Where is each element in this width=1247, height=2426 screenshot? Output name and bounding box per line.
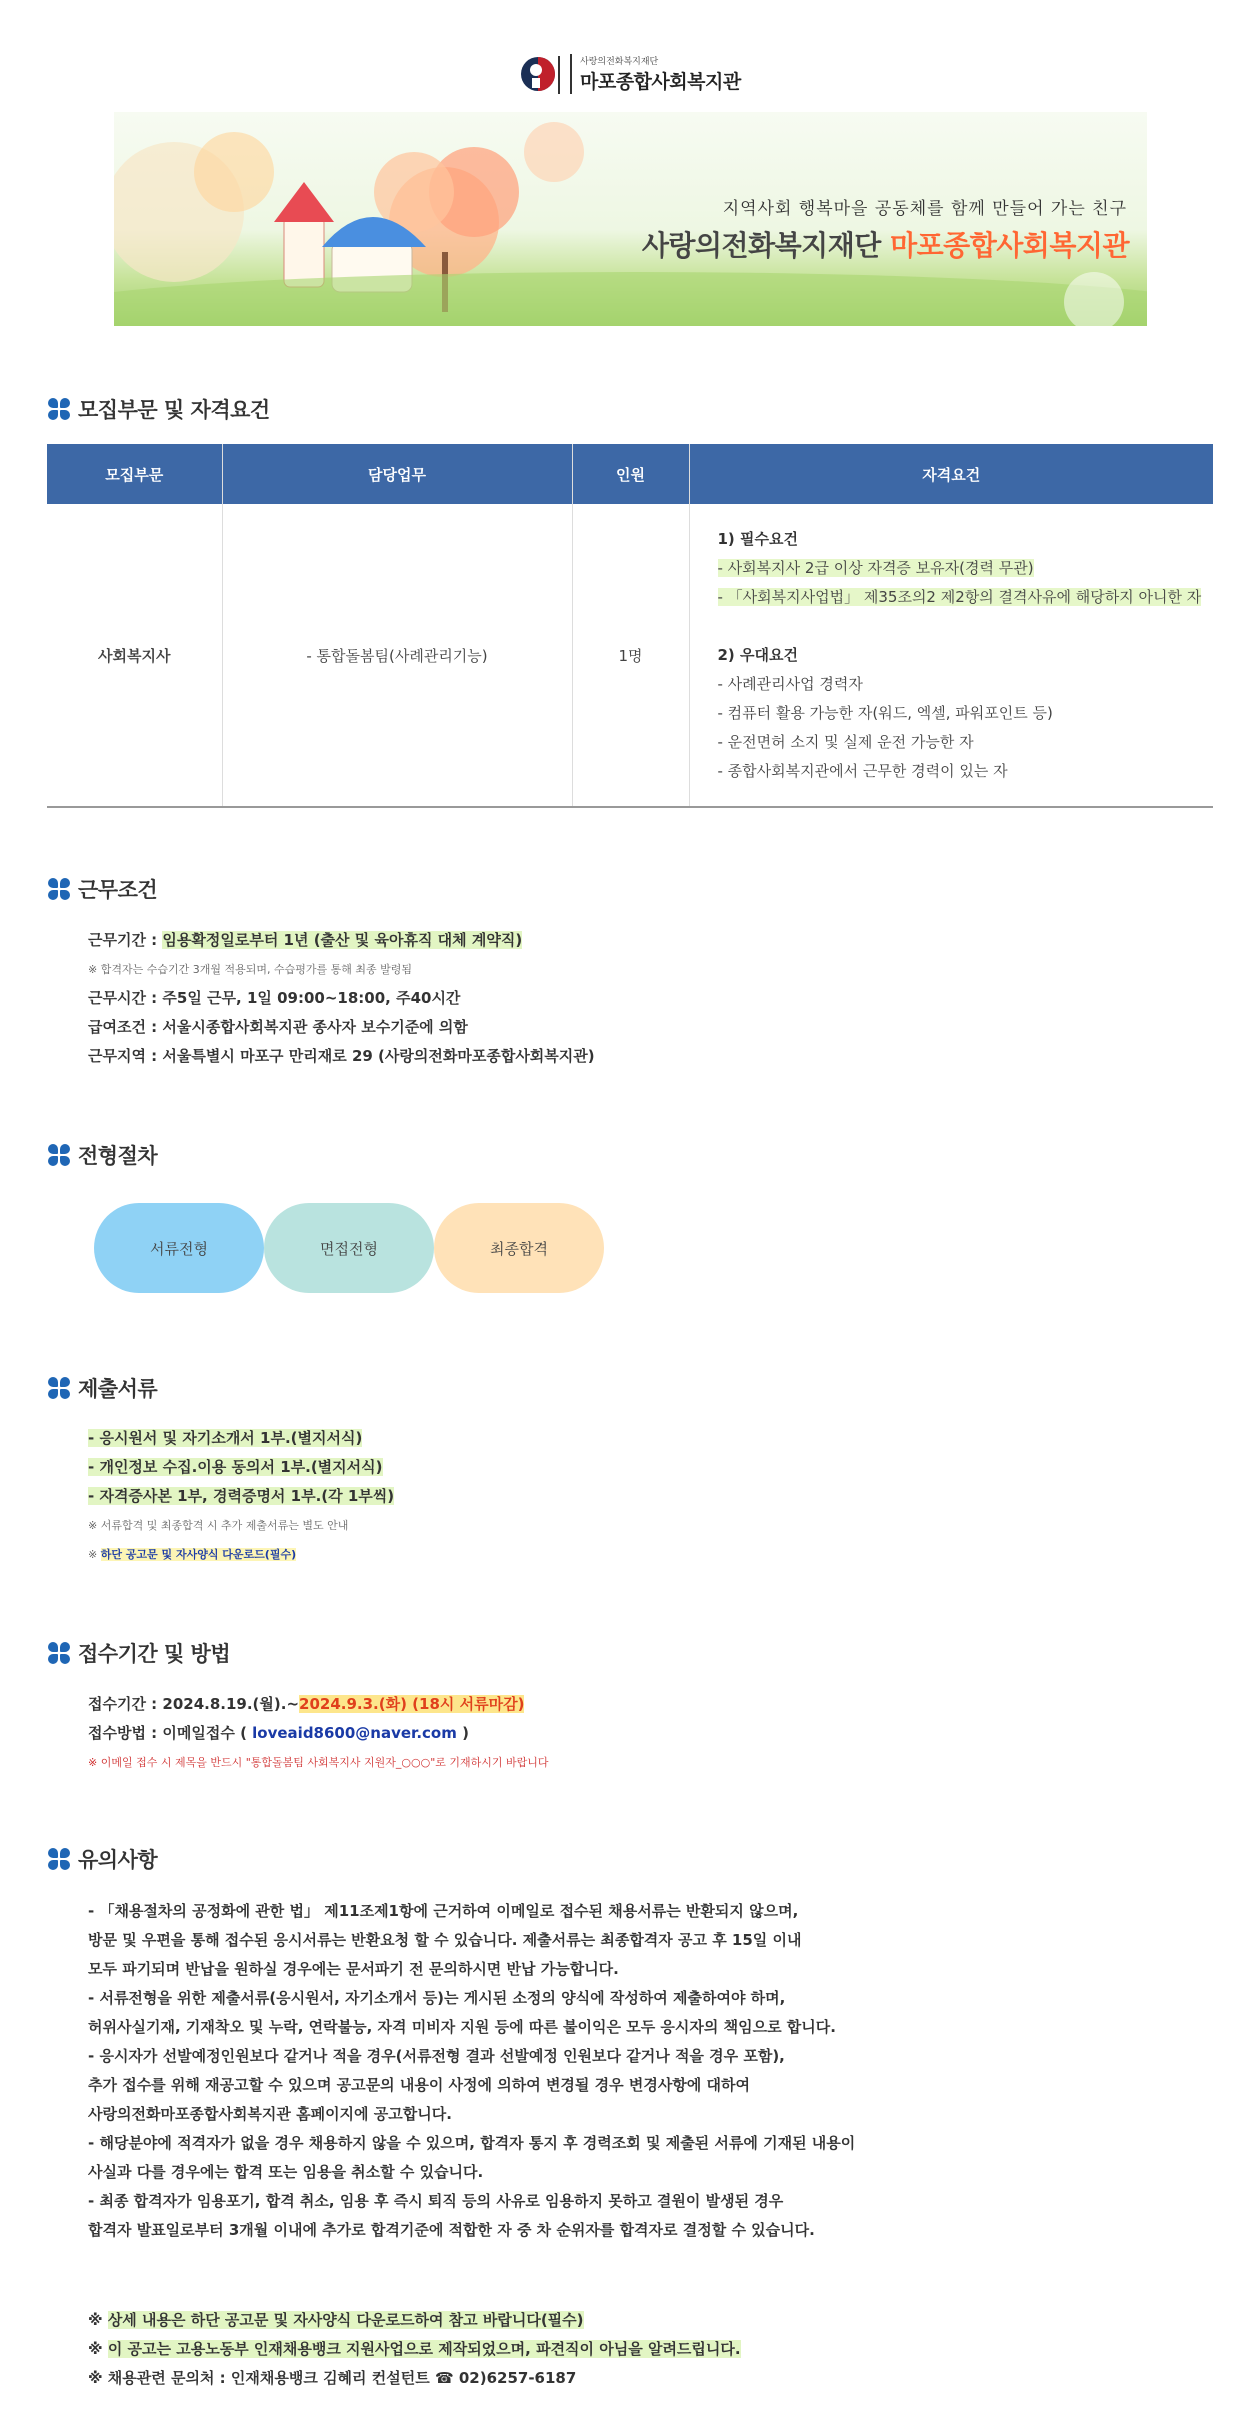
step-final: 최종합격 (434, 1203, 604, 1293)
section-title-conditions (48, 874, 157, 904)
logo-title: 마포종합사회복지관 (580, 71, 741, 93)
preferred-item: - 사례관리사업 경력자 (717, 674, 863, 693)
field-value: 사회복지사 (98, 646, 171, 665)
section-title-text: 접수기간 및 방법 (78, 1642, 231, 1666)
cell-count: 1명 (572, 504, 689, 807)
preferred-item: - 운전면허 소지 및 실제 운전 가능한 자 (717, 732, 974, 751)
note-line: 허위사실기재, 기재착오 및 누락, 연락불능, 자격 미비자 지원 등에 따른 불이익은 모두 응시자의 책임으로 합니다. (88, 2018, 836, 2036)
section-title-recruit (48, 394, 270, 424)
apply-method: 접수방법 : 이메일접수 ( loveaid8600@naver.com ) (88, 1724, 469, 1742)
table-header-row (47, 444, 1213, 504)
banner-subtitle: 지역사회 행복마을 공동체를 함께 만들어 가는 친구 (722, 199, 1127, 219)
documents-block (88, 1424, 394, 1569)
work-location: 근무지역 : 서울특별시 마포구 만리재로 29 (사랑의전화마포종합사회복지관) (88, 1047, 595, 1065)
cell-duty: - 통합돌봄팀(사례관리기능) (222, 504, 572, 807)
header-qualifications: 자격요건 (689, 444, 1213, 504)
footer-contact: ※ 채용관련 문의처 : 인재채용뱅크 김혜리 컨설턴트 ☎ 02)6257-6187 (88, 2369, 577, 2387)
note-line: - 「채용절차의 공정화에 관한 법」 제11조제1항에 근거하여 이메일로 접수된 채용서류는 반환되지 않으며, (88, 1902, 799, 1920)
section-title-process (48, 1140, 157, 1170)
note-line: - 해당분야에 적격자가 없을 경우 채용하지 않을 수 있으며, 합격자 통지 후 경력조회 및 제출된 서류에 기재된 내용이 (88, 2134, 856, 2152)
apply-block (88, 1690, 549, 1777)
section-title-text: 전형절차 (78, 1144, 158, 1168)
required-item: - 「사회복지사업법」 제35조의2 제2항의 결격사유에 해당하지 아니한 자 (717, 587, 1202, 606)
step-interview: 면접전형 (264, 1203, 434, 1293)
note-line: 사실과 다를 경우에는 합격 또는 임용을 취소할 수 있습니다. (88, 2163, 484, 2181)
cell-field (47, 504, 222, 807)
requirements-table (47, 444, 1213, 808)
cell-qualifications (689, 504, 1213, 807)
notes-block (88, 1897, 855, 2245)
section-title-text: 근무조건 (78, 878, 158, 902)
documents-note: ※ 서류합격 및 최종합격 시 추가 제출서류는 별도 안내 (88, 1519, 349, 1532)
clover-icon (48, 1144, 70, 1166)
section-title-text: 제출서류 (78, 1377, 158, 1401)
section-title-text: 모집부문 및 자격요건 (78, 398, 270, 422)
banner-title-left: 사랑의전화복지재단 (641, 229, 881, 262)
download-note: ※ 하단 공고문 및 자사양식 다운로드(필수) (88, 1548, 297, 1561)
logo-mark-icon (520, 48, 562, 100)
process-steps (94, 1203, 604, 1293)
preferred-item: - 종합사회복지관에서 근무한 경력이 있는 자 (717, 761, 1008, 780)
apply-deadline: 2024.9.3.(화) (18시 서류마감) (299, 1695, 525, 1713)
email-link[interactable]: loveaid8600@naver.com (252, 1724, 457, 1742)
work-period: 근무기간 : 임용확정일로부터 1년 (출산 및 육아휴직 대체 계약직) (88, 931, 523, 949)
required-item: - 사회복지사 2급 이상 자격증 보유자(경력 무관) (717, 558, 1034, 577)
pay-condition: 급여조건 : 서울시종합사회복지관 종사자 보수기준에 의함 (88, 1018, 468, 1036)
header-count: 인원 (572, 444, 689, 504)
note-line: - 최종 합격자가 임용포기, 합격 취소, 임용 후 즉시 퇴직 등의 사유로 임용하지 못하고 결원이 발생된 경우 (88, 2192, 784, 2210)
note-line: - 응시자가 선발예정인원보다 같거나 적을 경우(서류전형 결과 선발예정 인원보다 같거나 적을 경우 포함), (88, 2047, 785, 2065)
step-document: 서류전형 (94, 1203, 264, 1293)
table-row (47, 504, 1213, 807)
note-line: 추가 접수를 위해 재공고할 수 있으며 공고문의 내용이 사정에 의하여 변경될 경우 변경사항에 대하여 (88, 2076, 750, 2094)
document-item: - 자격증사본 1부, 경력증명서 1부.(각 1부씩) (88, 1487, 395, 1505)
clover-icon (48, 398, 70, 420)
logo-org: 사랑의전화복지재단 (580, 57, 659, 67)
note-line: - 서류전형을 위한 제출서류(응시원서, 자기소개서 등)는 게시된 소정의 양식에 작성하여 제출하여야 하며, (88, 1989, 786, 2007)
document-item: - 개인정보 수집.이용 동의서 1부.(별지서식) (88, 1458, 383, 1476)
note-line: 방문 및 우편을 통해 접수된 응시서류는 반환요청 할 수 있습니다. 제출서류는 최종합격자 공고 후 15일 이내 (88, 1931, 802, 1949)
clover-icon (48, 1642, 70, 1664)
section-title-apply (48, 1638, 230, 1668)
clover-icon (48, 1848, 70, 1870)
logo-text (570, 54, 741, 94)
conditions-block (88, 926, 595, 1071)
banner-illustration (114, 112, 1147, 326)
apply-period: 접수기간 : 2024.8.19.(월).~2024.9.3.(화) (18시 서류마감) (88, 1695, 525, 1713)
document-item: - 응시원서 및 자기소개서 1부.(별지서식) (88, 1429, 363, 1447)
clover-icon (48, 878, 70, 900)
work-period-note: ※ 합격자는 수습기간 3개월 적용되며, 수습평가를 통해 최종 발령됨 (88, 963, 412, 976)
section-title-text: 유의사항 (78, 1848, 158, 1872)
section-title-documents (48, 1373, 157, 1403)
footer-notices (88, 2306, 741, 2393)
logo (520, 48, 741, 100)
banner-title-accent: 마포종합사회복지관 (890, 229, 1129, 262)
preferred-heading: 2) 우대요건 (717, 645, 798, 664)
banner-title (642, 224, 1129, 264)
header-duty: 담당업무 (222, 444, 572, 504)
hero-banner (114, 112, 1147, 326)
note-line: 합격자 발표일로부터 3개월 이내에 추가로 합격기준에 적합한 자 중 차 순위자를 합격자로 결정할 수 있습니다. (88, 2221, 815, 2239)
footer-line: ※ 이 공고는 고용노동부 인재채용뱅크 지원사업으로 제작되었으며, 파견직이 아님을 알려드립니다. (88, 2340, 741, 2358)
header-field: 모집부문 (47, 444, 222, 504)
footer-line: ※ 상세 내용은 하단 공고문 및 자사양식 다운로드하여 참고 바랍니다(필수) (88, 2311, 584, 2329)
work-hours: 근무시간 : 주5일 근무, 1일 09:00~18:00, 주40시간 (88, 989, 461, 1007)
note-line: 사랑의전화마포종합사회복지관 홈페이지에 공고합니다. (88, 2105, 452, 2123)
apply-note: ※ 이메일 접수 시 제목을 반드시 "통합돌봄팀 사회복지사 지원자_○○○"로 기재하시기 바랍니다 (88, 1756, 549, 1769)
section-title-notes (48, 1844, 157, 1874)
clover-icon (48, 1377, 70, 1399)
note-line: 모두 파기되며 반납을 원하실 경우에는 문서파기 전 문의하시면 반납 가능합니다. (88, 1960, 619, 1978)
download-link[interactable]: 하단 공고문 및 자사양식 다운로드(필수) (100, 1548, 297, 1561)
preferred-item: - 컴퓨터 활용 가능한 자(워드, 엑셀, 파워포인트 등) (717, 703, 1053, 722)
required-heading: 1) 필수요건 (717, 529, 798, 548)
